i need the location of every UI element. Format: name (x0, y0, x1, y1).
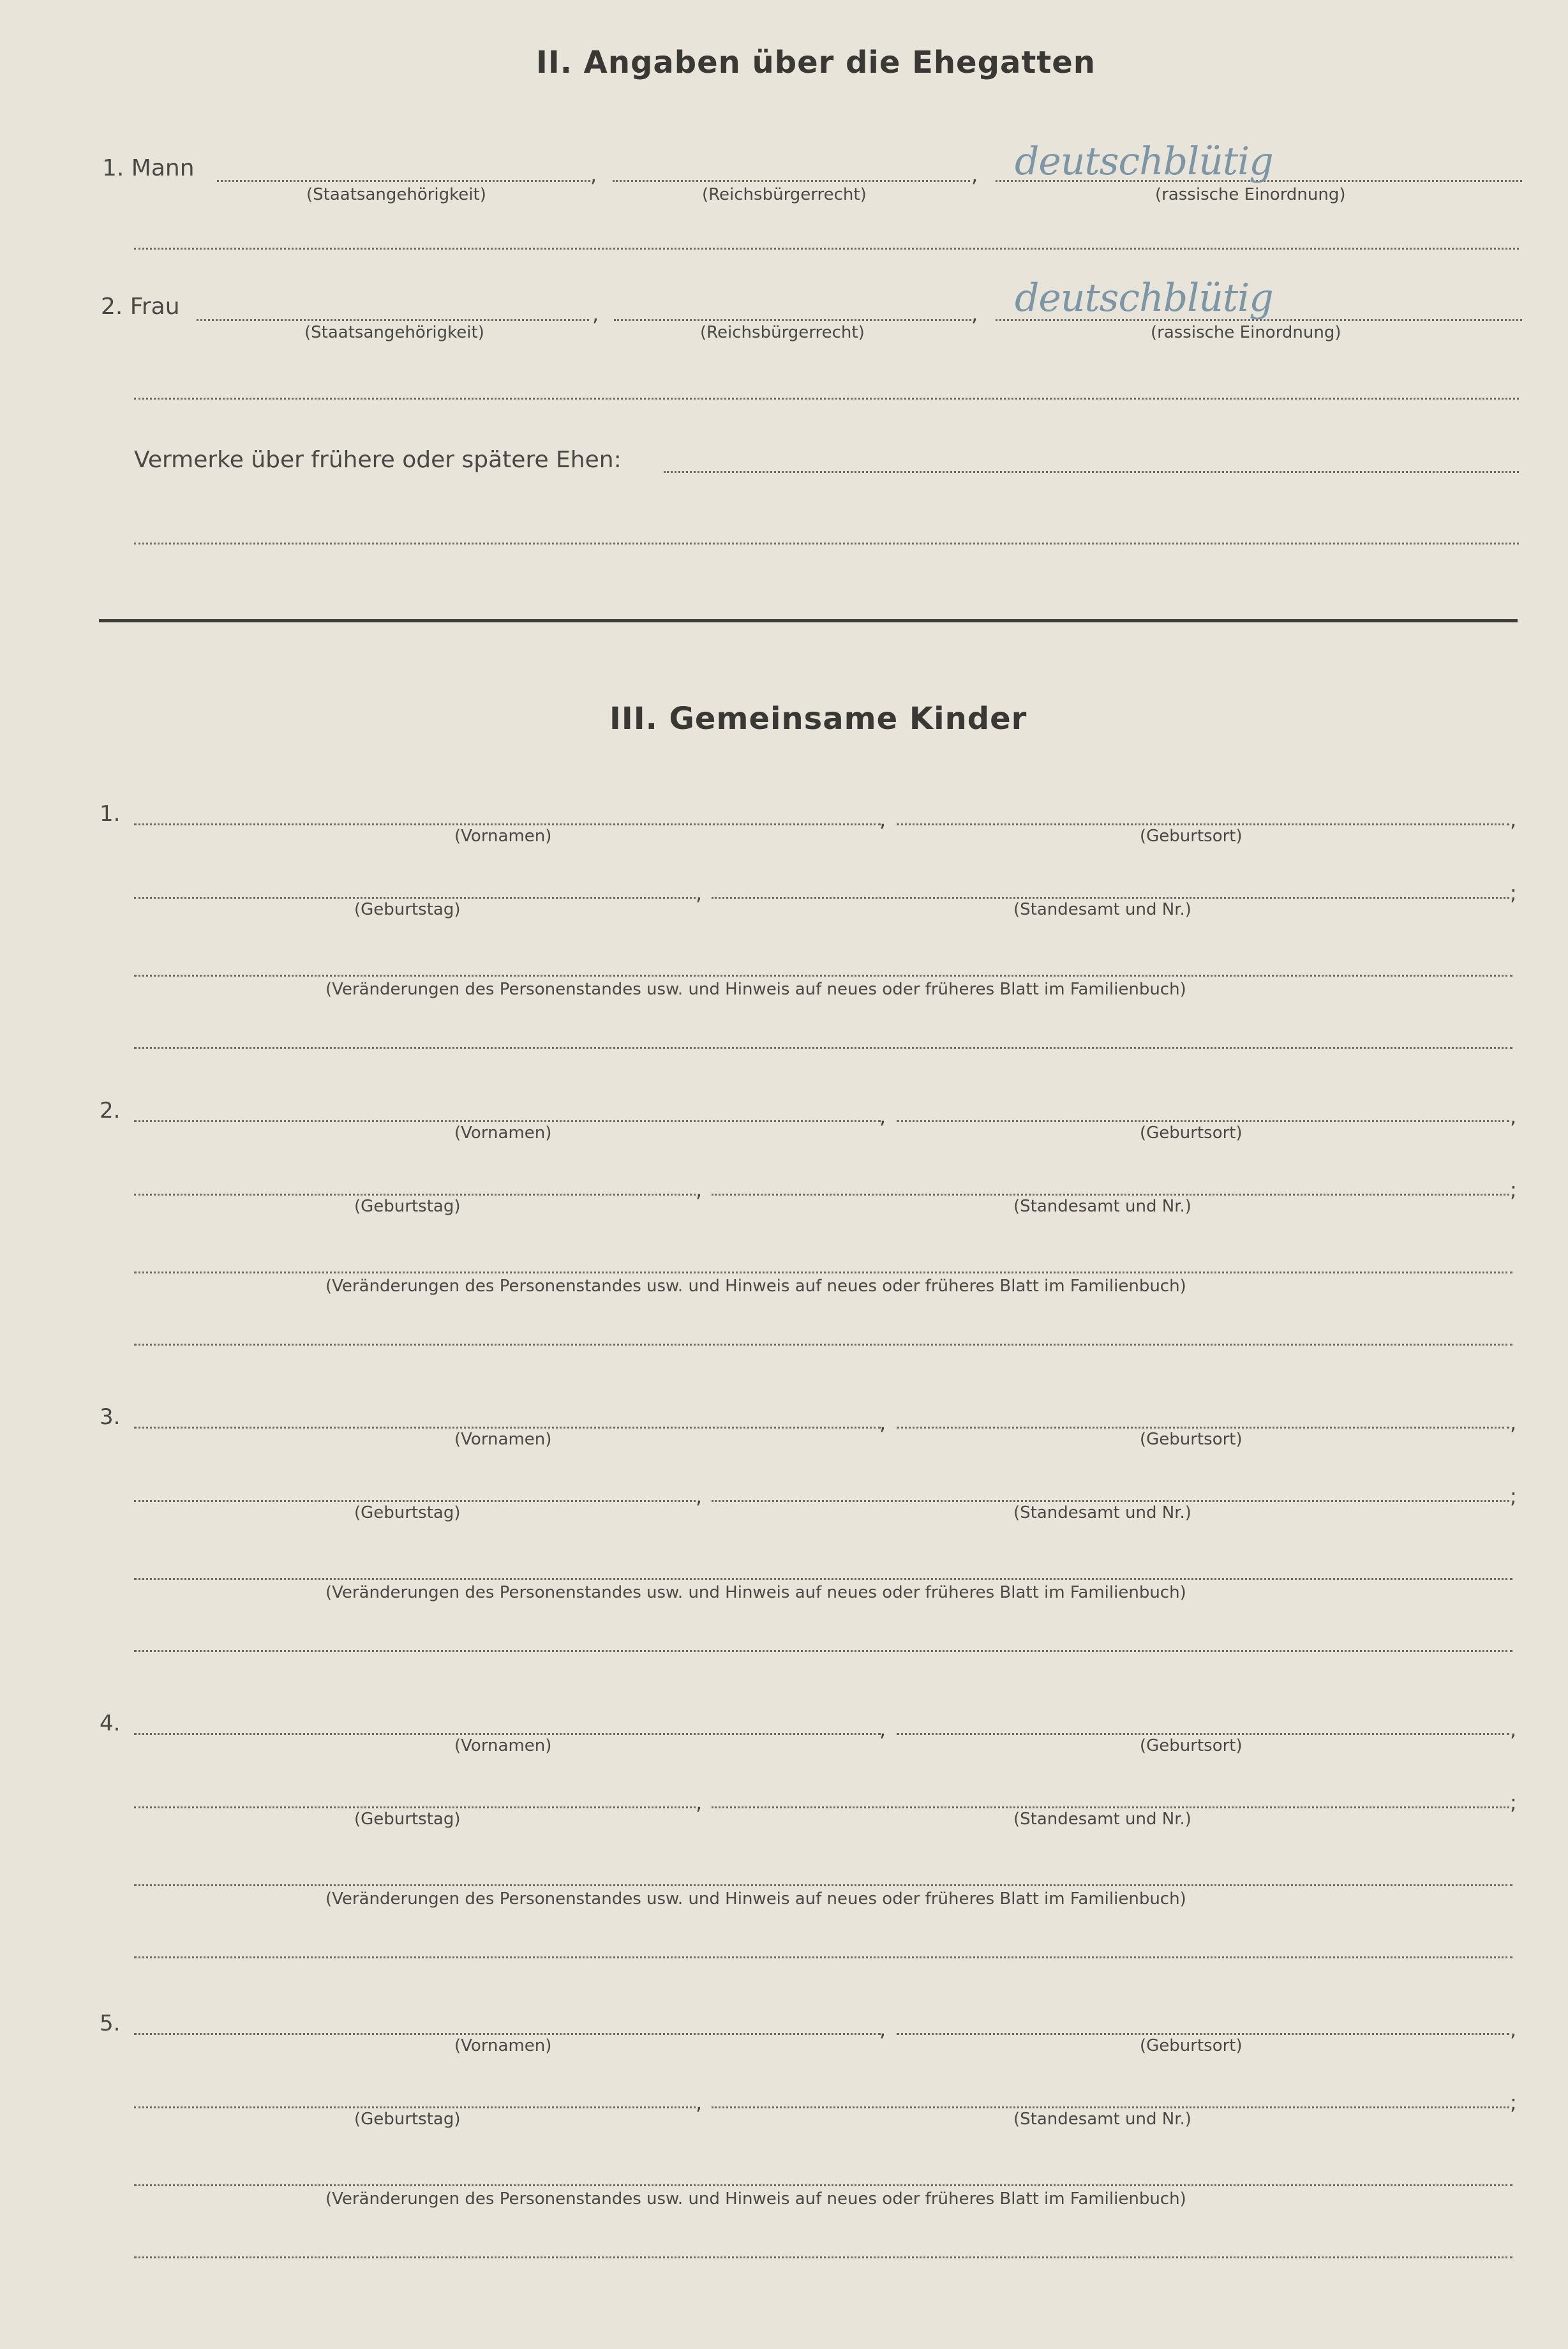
separator: , (1510, 1717, 1517, 1741)
child-veraenderungen-field[interactable] (134, 975, 1512, 977)
frau-extra-line[interactable] (134, 398, 1519, 400)
separator: ; (1510, 1790, 1517, 1815)
frau-handwritten-entry: deutschblütig (1015, 276, 1273, 320)
child-extra-line[interactable] (134, 1047, 1512, 1049)
child-geburtstag-field[interactable] (134, 1500, 696, 1502)
caption-geburtstag: (Geburtstag) (354, 2110, 461, 2129)
frau-caption-reichsbuergerrecht: (Reichsbürgerrecht) (700, 323, 865, 342)
caption-geburtsort: (Geburtsort) (1140, 2036, 1243, 2055)
child-vornamen-field[interactable] (134, 1427, 881, 1429)
separator: ; (1510, 1178, 1517, 1202)
child-vornamen-field[interactable] (134, 1733, 881, 1735)
caption-geburtstag: (Geburtstag) (354, 900, 461, 919)
separator: , (696, 881, 703, 905)
separator: ; (1510, 2090, 1517, 2115)
separator: , (879, 1411, 886, 1435)
frau-staatsangehoerigkeit-field[interactable] (197, 319, 589, 321)
separator: , (696, 2090, 703, 2115)
child-vornamen-field[interactable] (134, 2033, 881, 2035)
separator: , (971, 302, 978, 326)
caption-vornamen: (Vornamen) (454, 827, 552, 846)
caption-standesamt: (Standesamt und Nr.) (1013, 2110, 1191, 2129)
child-geburtstag-field[interactable] (134, 1194, 696, 1196)
caption-veraenderungen: (Veränderungen des Personenstandes usw. und Hinweis auf neues oder früheres Blatt im Familienbuch) (325, 2189, 1186, 2209)
child-extra-line[interactable] (134, 2256, 1512, 2258)
caption-standesamt: (Standesamt und Nr.) (1013, 1810, 1191, 1829)
caption-geburtsort: (Geburtsort) (1140, 1736, 1243, 1755)
frau-label: 2. Frau (101, 294, 180, 320)
caption-geburtsort: (Geburtsort) (1140, 1123, 1243, 1143)
separator: , (1510, 2017, 1517, 2041)
child-standesamt-field[interactable] (712, 1806, 1509, 1808)
child-veraenderungen-field[interactable] (134, 1272, 1512, 1273)
child-standesamt-field[interactable] (712, 1194, 1509, 1196)
caption-vornamen: (Vornamen) (454, 1736, 552, 1755)
separator: , (1510, 1411, 1517, 1435)
section-iii-title: III. Gemeinsame Kinder (609, 701, 1027, 737)
separator: , (1510, 807, 1517, 832)
child-geburtsort-field[interactable] (897, 2033, 1509, 2035)
mann-handwritten-entry: deutschblütig (1015, 139, 1273, 184)
separator: , (590, 163, 597, 187)
section-ii-title: II. Angaben über die Ehegatten (536, 45, 1096, 80)
child-geburtsort-field[interactable] (897, 1427, 1509, 1429)
caption-vornamen: (Vornamen) (454, 2036, 552, 2055)
caption-geburtstag: (Geburtstag) (354, 1197, 461, 1216)
caption-standesamt: (Standesamt und Nr.) (1013, 900, 1191, 919)
child-geburtstag-field[interactable] (134, 897, 696, 899)
caption-geburtstag: (Geburtstag) (354, 1503, 461, 1522)
separator: , (696, 1178, 703, 1202)
child-extra-line[interactable] (134, 1650, 1512, 1652)
caption-veraenderungen: (Veränderungen des Personenstandes usw. und Hinweis auf neues oder früheres Blatt im Familienbuch) (325, 980, 1186, 999)
vermerke-label: Vermerke über frühere oder spätere Ehen: (134, 447, 622, 473)
frau-reichsbuergerrecht-field[interactable] (614, 319, 971, 321)
mann-caption-rassische-einordnung: (rassische Einordnung) (1155, 185, 1346, 204)
caption-standesamt: (Standesamt und Nr.) (1013, 1197, 1191, 1216)
caption-veraenderungen: (Veränderungen des Personenstandes usw. und Hinweis auf neues oder früheres Blatt im Familienbuch) (325, 1583, 1186, 1602)
child-extra-line[interactable] (134, 1956, 1512, 1958)
mann-caption-staatsangehoerigkeit: (Staatsangehörigkeit) (306, 185, 486, 204)
mann-label: 1. Mann (102, 155, 195, 181)
child-veraenderungen-field[interactable] (134, 2184, 1512, 2186)
child-number: 5. (100, 2011, 121, 2036)
child-number: 1. (100, 801, 121, 827)
vermerke-extra-line[interactable] (134, 543, 1519, 544)
caption-geburtsort: (Geburtsort) (1140, 1430, 1243, 1449)
child-geburtsort-field[interactable] (897, 823, 1509, 825)
child-standesamt-field[interactable] (712, 1500, 1509, 1502)
child-extra-line[interactable] (134, 1344, 1512, 1346)
separator: , (971, 163, 978, 187)
separator: , (879, 1717, 886, 1741)
caption-vornamen: (Vornamen) (454, 1430, 552, 1449)
separator: ; (1510, 881, 1517, 905)
caption-veraenderungen: (Veränderungen des Personenstandes usw. und Hinweis auf neues oder früheres Blatt im Familienbuch) (325, 1277, 1186, 1296)
child-vornamen-field[interactable] (134, 823, 881, 825)
child-vornamen-field[interactable] (134, 1120, 881, 1122)
frau-caption-rassische-einordnung: (rassische Einordnung) (1151, 323, 1341, 342)
child-number: 2. (100, 1098, 121, 1123)
caption-vornamen: (Vornamen) (454, 1123, 552, 1143)
child-geburtsort-field[interactable] (897, 1120, 1509, 1122)
caption-standesamt: (Standesamt und Nr.) (1013, 1503, 1191, 1522)
separator: , (696, 1790, 703, 1815)
child-geburtstag-field[interactable] (134, 2106, 696, 2108)
separator: ; (1510, 1484, 1517, 1508)
mann-staatsangehoerigkeit-field[interactable] (217, 180, 590, 182)
child-veraenderungen-field[interactable] (134, 1578, 1512, 1580)
frau-caption-staatsangehoerigkeit: (Staatsangehörigkeit) (304, 323, 484, 342)
separator: , (592, 302, 599, 326)
child-standesamt-field[interactable] (712, 2106, 1509, 2108)
child-geburtsort-field[interactable] (897, 1733, 1509, 1735)
separator: , (696, 1484, 703, 1508)
child-geburtstag-field[interactable] (134, 1806, 696, 1808)
vermerke-field[interactable] (664, 471, 1519, 473)
separator: , (879, 2017, 886, 2041)
caption-veraenderungen: (Veränderungen des Personenstandes usw. und Hinweis auf neues oder früheres Blatt im Familienbuch) (325, 1889, 1186, 1909)
child-number: 3. (100, 1404, 121, 1430)
separator: , (879, 1104, 886, 1129)
mann-caption-reichsbuergerrecht: (Reichsbürgerrecht) (702, 185, 867, 204)
caption-geburtsort: (Geburtsort) (1140, 827, 1243, 846)
separator: , (879, 807, 886, 832)
child-number: 4. (100, 1711, 121, 1736)
caption-geburtstag: (Geburtstag) (354, 1810, 461, 1829)
mann-reichsbuergerrecht-field[interactable] (613, 180, 970, 182)
child-standesamt-field[interactable] (712, 897, 1509, 899)
mann-extra-line[interactable] (134, 248, 1519, 250)
section-divider (99, 619, 1518, 622)
separator: , (1510, 1104, 1517, 1129)
child-veraenderungen-field[interactable] (134, 1884, 1512, 1886)
